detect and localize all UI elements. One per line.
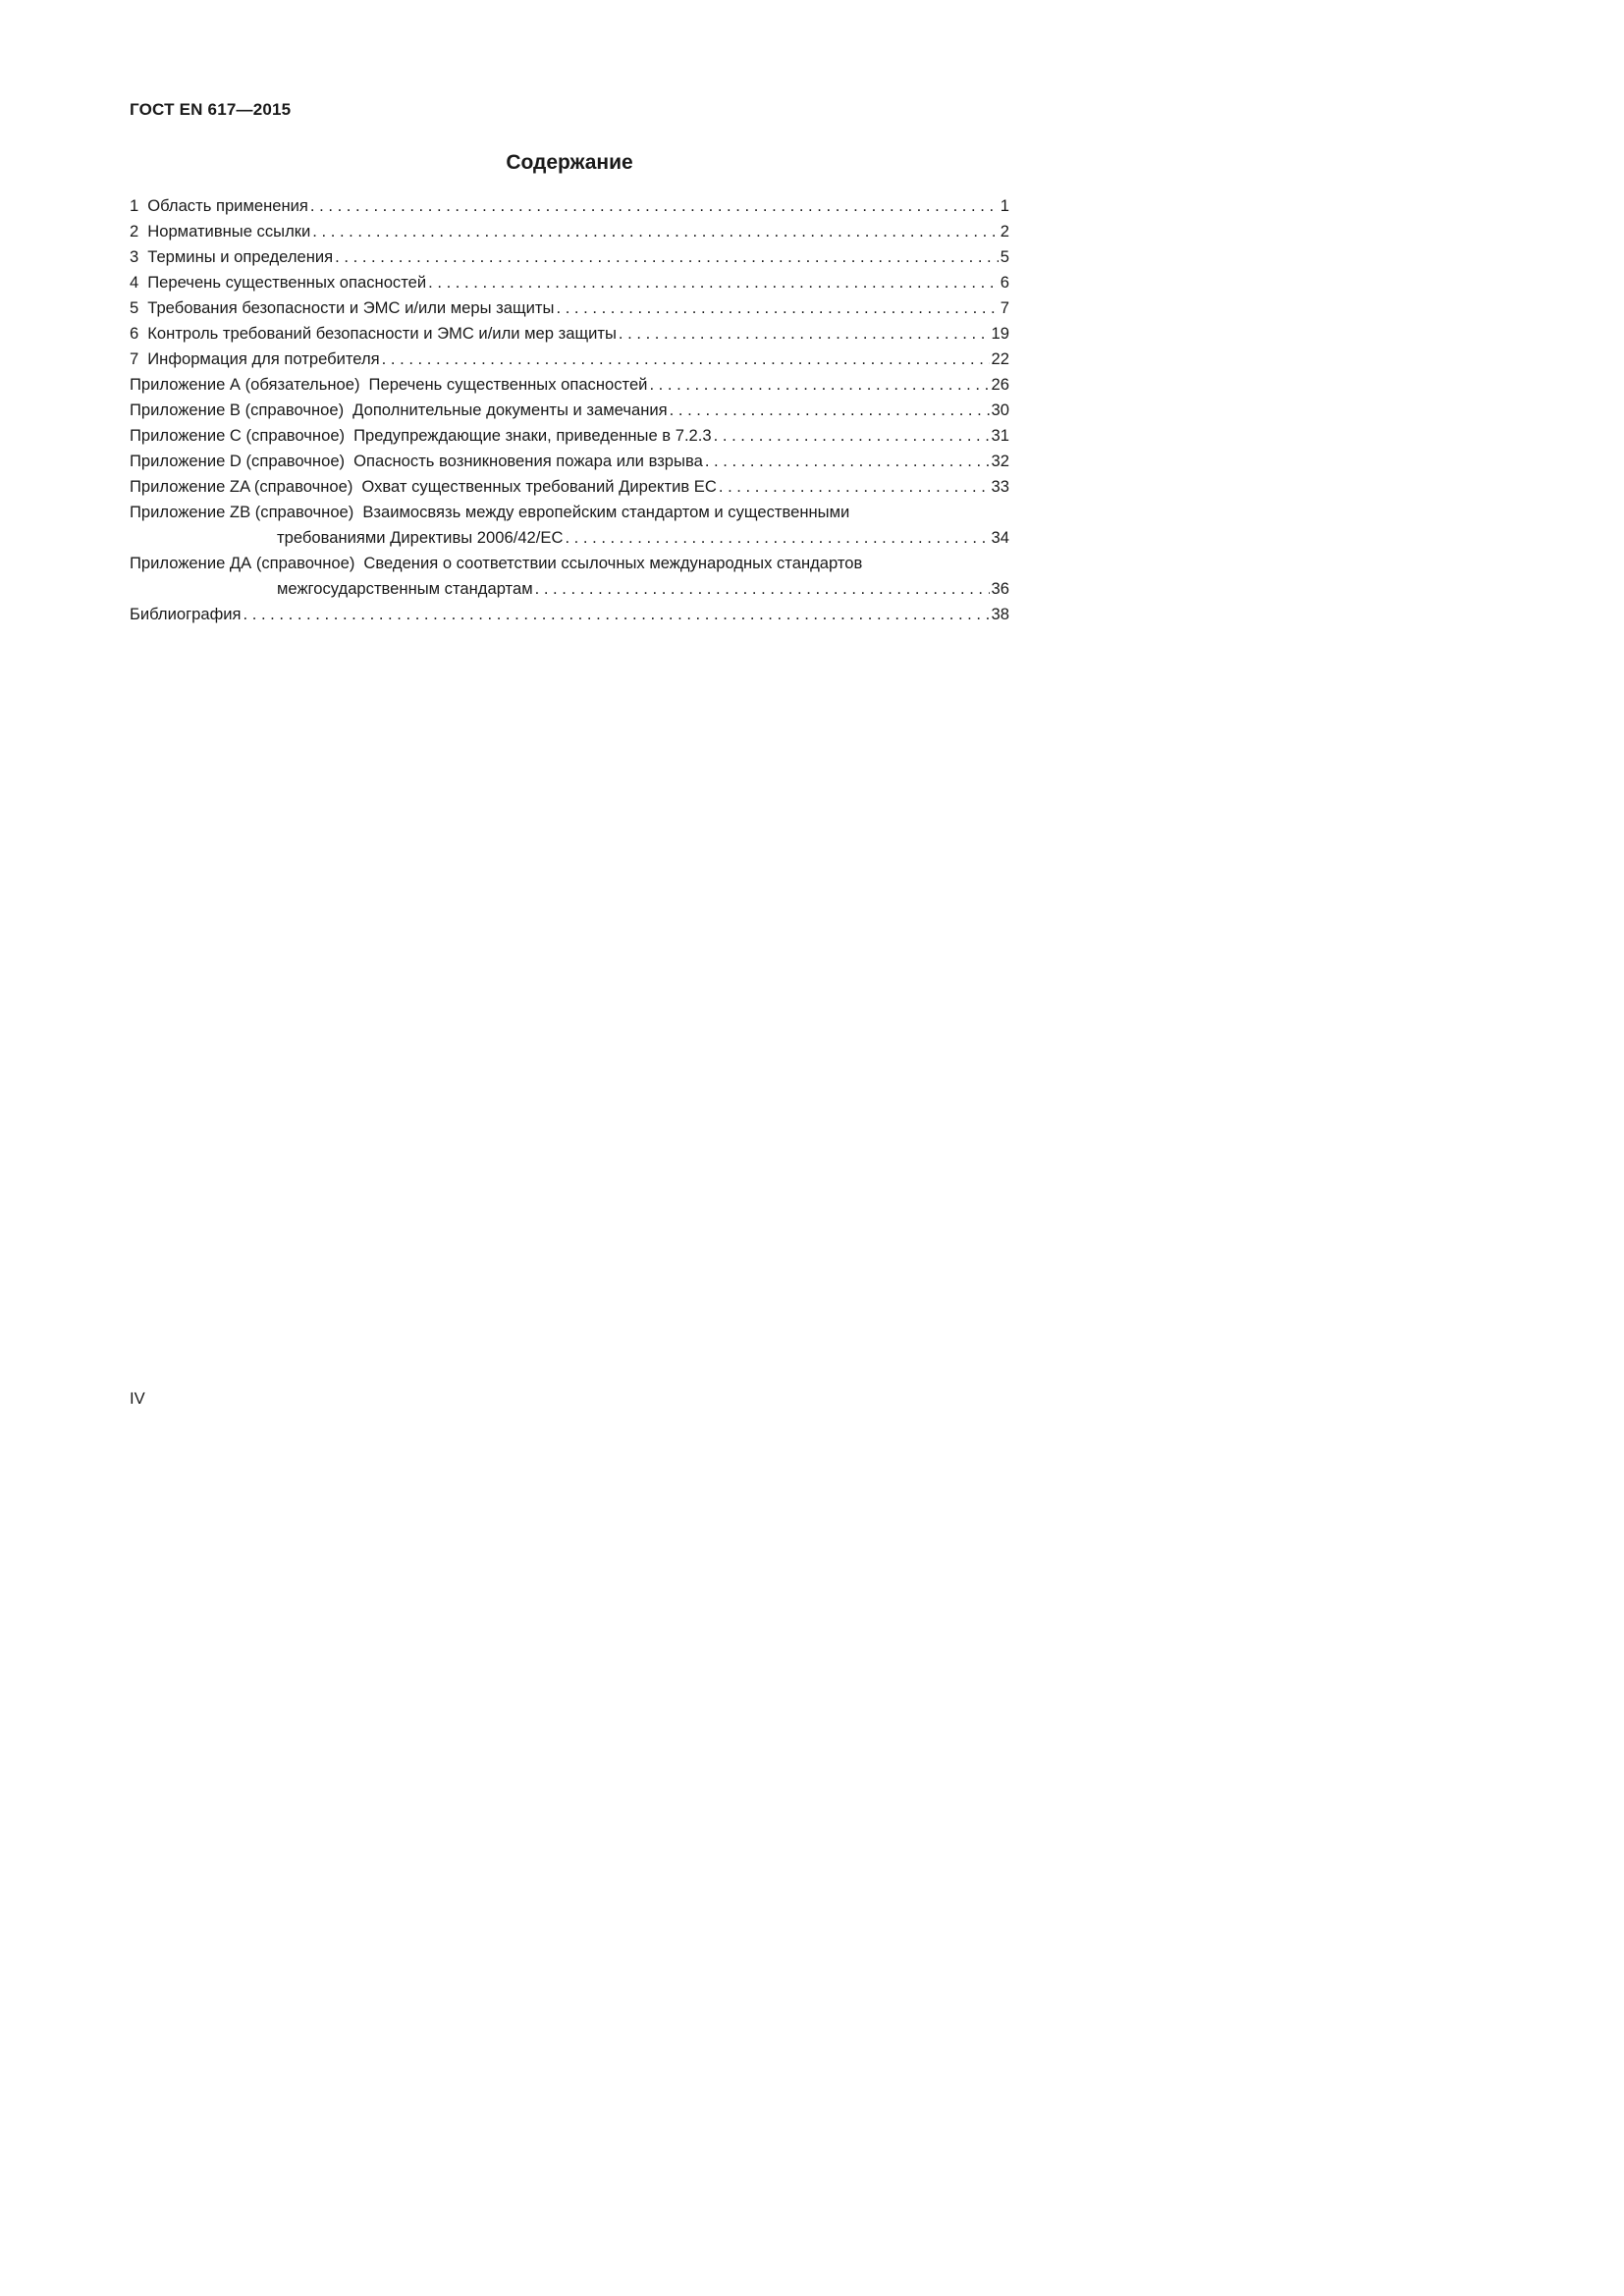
table-of-contents <box>130 193 1009 627</box>
toc-page: 5 <box>1000 247 1009 266</box>
toc-page: 34 <box>991 528 1009 547</box>
leader-dots <box>565 525 989 551</box>
toc-entry-1[interactable]: 1 Область применения . . . 1 <box>130 193 1009 219</box>
toc-annex-d[interactable]: Приложение D (справочное) Опасность возникновения пожара или взрыва . . . 32 <box>130 449 1009 474</box>
toc-annex-zb[interactable]: Приложение ZB (справочное) Взаимосвязь между европейским стандартом и существенными <box>130 503 850 521</box>
leader-dots <box>705 449 990 474</box>
toc-page: 22 <box>991 349 1009 368</box>
toc-page: 32 <box>991 452 1009 470</box>
toc-page: 30 <box>991 400 1009 419</box>
leader-dots <box>619 321 990 347</box>
leader-dots <box>428 270 999 295</box>
leader-dots <box>719 474 990 500</box>
toc-page: 19 <box>991 324 1009 343</box>
leader-dots <box>670 398 990 423</box>
toc-annex-a[interactable]: Приложение А (обязательное) Перечень существенных опасностей . . . 26 <box>130 372 1009 398</box>
toc-entry-7[interactable]: 7 Информация для потребителя . . . 22 <box>130 347 1009 372</box>
leader-dots <box>312 219 998 244</box>
toc-annex-b[interactable]: Приложение В (справочное) Дополнительные документы и замечания . . . 30 <box>130 398 1009 423</box>
toc-page: 36 <box>991 579 1009 598</box>
leader-dots <box>310 193 999 219</box>
toc-entry-4[interactable]: 4 Перечень существенных опасностей . . . 6 <box>130 270 1009 295</box>
toc-entry-5[interactable]: 5 Требования безопасности и ЭМС и/или меры защиты . . . 7 <box>130 295 1009 321</box>
toc-annex-da[interactable]: Приложение ДА (справочное) Сведения о соответствии ссылочных международных стандартов <box>130 554 863 572</box>
toc-page: 26 <box>991 375 1009 394</box>
toc-page: 1 <box>1000 196 1009 215</box>
toc-entry-3[interactable]: 3 Термины и определения . . . 5 <box>130 244 1009 270</box>
document-id: ГОСТ EN 617—2015 <box>130 100 292 119</box>
toc-entry-2[interactable]: 2 Нормативные ссылки . . . 2 <box>130 219 1009 244</box>
toc-title: Содержание <box>506 151 633 174</box>
leader-dots <box>535 576 990 602</box>
toc-entry-6[interactable]: 6 Контроль требований безопасности и ЭМС и/или мер защиты . . . 19 <box>130 321 1009 347</box>
toc-annex-za[interactable]: Приложение ZA (справочное) Охват существенных требований Директив ЕС . . . 33 <box>130 474 1009 500</box>
leader-dots <box>382 347 990 372</box>
toc-page: 6 <box>1000 273 1009 292</box>
page-number: IV <box>130 1389 145 1408</box>
toc-page: 7 <box>1000 298 1009 317</box>
toc-page: 33 <box>991 477 1009 496</box>
toc-page: 31 <box>991 426 1009 445</box>
toc-page: 2 <box>1000 222 1009 240</box>
leader-dots <box>244 602 990 627</box>
toc-annex-da-continued[interactable]: межгосударственным стандартам . . . 36 <box>130 576 1009 602</box>
toc-annex-zb-continued[interactable]: требованиями Директивы 2006/42/ЕС . . . 34 <box>130 525 1009 551</box>
leader-dots <box>556 295 998 321</box>
toc-bibliography[interactable]: Библиография . . . 38 <box>130 602 1009 627</box>
leader-dots <box>335 244 999 270</box>
leader-dots <box>714 423 990 449</box>
leader-dots <box>649 372 989 398</box>
toc-annex-c[interactable]: Приложение С (справочное) Предупреждающие знаки, приведенные в 7.2.3 . . . 31 <box>130 423 1009 449</box>
toc-page: 38 <box>991 605 1009 623</box>
